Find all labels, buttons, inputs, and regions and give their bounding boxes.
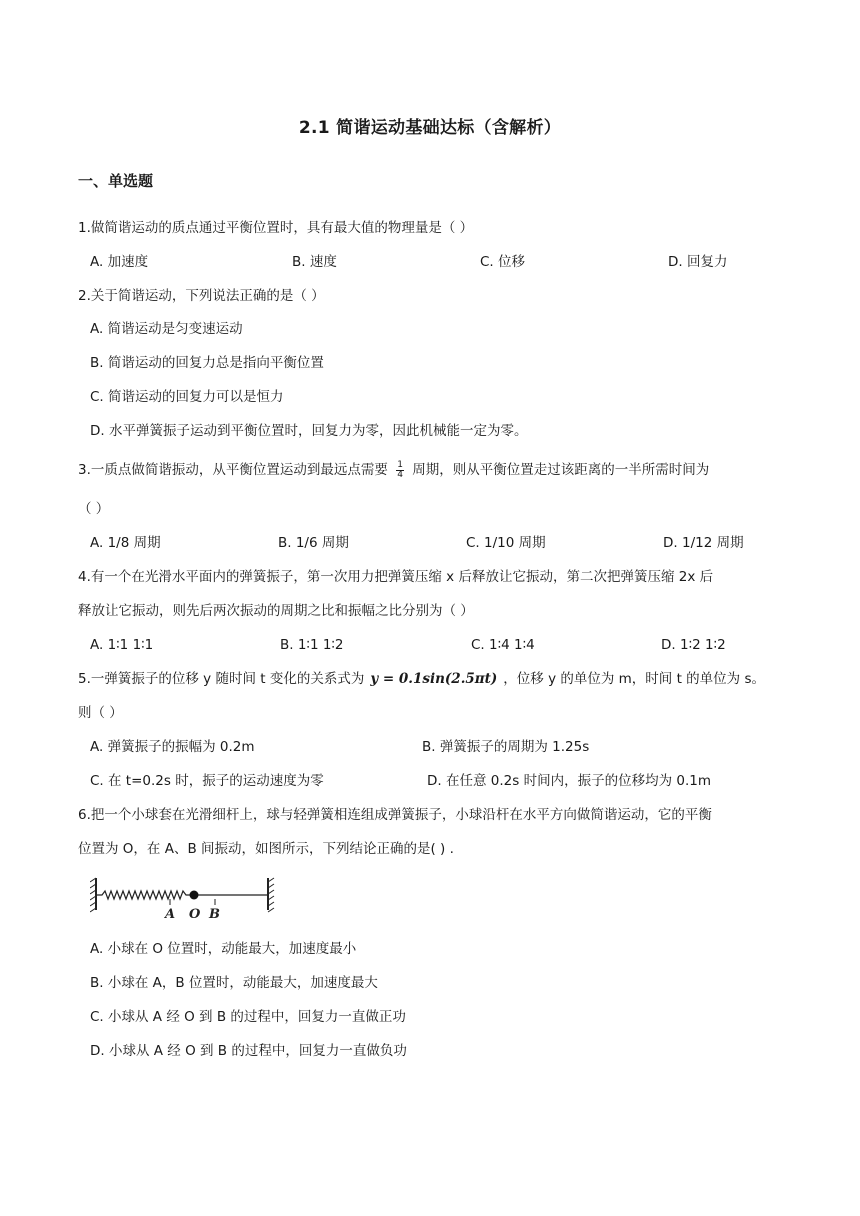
- q6-option-c: C. 小球从 A 经 O 到 B 的过程中，回复力一直做正功: [90, 1009, 406, 1025]
- section-heading: 一、单选题: [78, 172, 154, 190]
- q5-option-d: D. 在任意 0.2s 时间内，振子的位移均为 0.1m: [427, 773, 711, 789]
- q3-option-c: C. 1/10 周期: [466, 535, 546, 551]
- fraction-denominator: 4: [397, 469, 403, 480]
- q3-stem-part-a: 3.一质点做简谐振动，从平衡位置运动到最远点需要: [78, 462, 388, 478]
- q1-option-c: C. 位移: [480, 254, 526, 270]
- q4-stem-line-2: 释放让它振动，则先后两次振动的周期之比和振幅之比分别为（ ）: [78, 603, 474, 619]
- q5-stem-part-a: 5.一弹簧振子的位移 y 随时间 t 变化的关系式为: [78, 671, 365, 687]
- fraction-numerator: 1: [397, 459, 403, 470]
- q2-option-b: B. 简谐运动的回复力总是指向平衡位置: [90, 355, 324, 371]
- q5-stem-part-b: ，位移 y 的单位为 m，时间 t 的单位为 s。: [503, 671, 766, 687]
- q1-option-a: A. 加速度: [90, 254, 149, 270]
- q2-option-d: D. 水平弹簧振子运动到平衡位置时，回复力为零，因此机械能一定为零。: [90, 423, 528, 439]
- q6-stem-line-1: 6.把一个小球套在光滑细杆上，球与轻弹簧相连组成弹簧振子，小球沿杆在水平方向做简谐运动，它的平衡: [78, 807, 712, 823]
- q2-option-a: A. 简谐运动是匀变速运动: [90, 321, 243, 337]
- q6-option-a: A. 小球在 O 位置时，动能最大，加速度最小: [90, 941, 357, 957]
- q3-stem-part-b: 周期，则从平衡位置走过该距离的一半所需时间为: [412, 462, 710, 478]
- page-title: 2.1 简谐运动基础达标（含解析）: [298, 118, 562, 138]
- q3-option-a: A. 1/8 周期: [90, 535, 161, 551]
- q3-stem-line-1: [78, 460, 709, 480]
- q3-option-d: D. 1/12 周期: [663, 535, 744, 551]
- q4-option-b: B. 1∶1 1∶2: [280, 637, 344, 653]
- q6-stem-line-2: 位置为 O，在 A、B 间振动，如图所示，下列结论正确的是( ) .: [78, 841, 454, 857]
- q2-option-c: C. 简谐运动的回复力可以是恒力: [90, 389, 284, 405]
- q5-option-b: B. 弹簧振子的周期为 1.25s: [422, 739, 590, 755]
- q5-formula: y = 0.1sin(2.5πt): [370, 671, 498, 687]
- q4-stem-line-1: 4.有一个在光滑水平面内的弹簧振子，第一次用力把弹簧压缩 x 后释放让它振动，第二次把弹簧压缩 2x 后: [78, 569, 714, 585]
- label-a: A: [165, 907, 176, 922]
- q1-option-d: D. 回复力: [668, 254, 728, 270]
- q4-option-a: A. 1∶1 1∶1: [90, 637, 154, 653]
- q3-stem-part-c: （ ）: [78, 501, 110, 517]
- q6-option-d: D. 小球从 A 经 O 到 B 的过程中，回复力一直做负功: [90, 1043, 407, 1059]
- q5-stem-part-c: 则（ ）: [78, 705, 123, 721]
- q6-option-b: B. 小球在 A，B 位置时，动能最大，加速度最大: [90, 975, 378, 991]
- ball: [190, 891, 199, 900]
- q4-option-d: D. 1∶2 1∶2: [661, 637, 726, 653]
- label-b: B: [209, 907, 220, 922]
- q5-option-c: C. 在 t=0.2s 时，振子的运动速度为零: [90, 773, 324, 789]
- q1-stem: 1.做简谐运动的质点通过平衡位置时，具有最大值的物理量是（ ）: [78, 220, 474, 236]
- label-o: O: [189, 907, 201, 922]
- fraction: [396, 461, 404, 480]
- q1-option-b: B. 速度: [292, 254, 337, 270]
- spring: [96, 891, 190, 899]
- q5-stem-line-1: [78, 669, 765, 689]
- q3-option-b: B. 1/6 周期: [278, 535, 349, 551]
- q2-stem: 2.关于简谐运动，下列说法正确的是（ ）: [78, 288, 325, 304]
- spring-oscillator-figure: [90, 874, 280, 922]
- q5-option-a: A. 弹簧振子的振幅为 0.2m: [90, 739, 255, 755]
- q4-option-c: C. 1∶4 1∶4: [471, 637, 535, 653]
